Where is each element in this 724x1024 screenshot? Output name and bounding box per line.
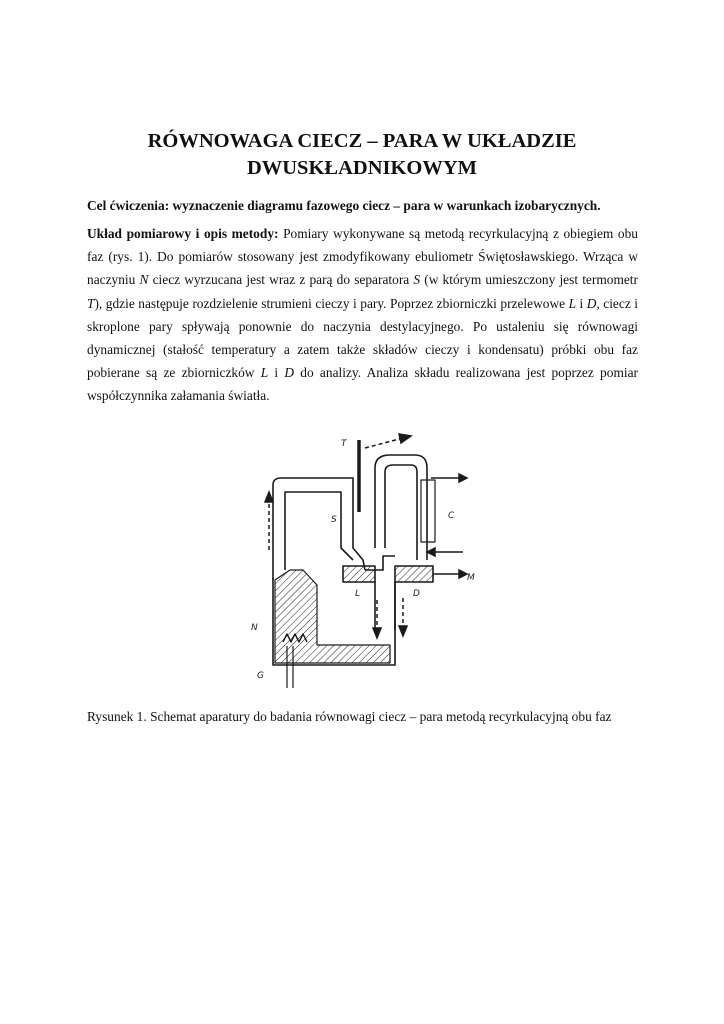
vessel-liquid <box>275 570 390 663</box>
symbol-t: T <box>87 295 95 311</box>
symbol-d: D <box>284 365 295 381</box>
symbol-s: S <box>413 272 421 288</box>
text-run: ), gdzie następuje rozdzielenie strumieni cieczy i pary. Poprzez zbiorniczki przelewowe <box>94 295 569 311</box>
riser-tube <box>273 478 337 580</box>
symbol-l: L <box>260 365 269 381</box>
title-line-2: DWUSKŁADNIKOWYM <box>246 157 478 179</box>
label-g: G <box>257 671 264 681</box>
reservoir-d <box>395 566 433 582</box>
figure-caption: Rysunek 1. Schemat aparatury do badania równowagi ciecz – para metodą recyrkulacyjną obu faz <box>87 709 612 724</box>
label-m: M <box>467 573 475 583</box>
title-line-1: RÓWNOWAGA CIECZ – PARA W UKŁADZIE <box>147 130 577 152</box>
section-heading: Układ pomiarowy i opis metody: <box>87 226 279 241</box>
text-run: ciecz wyrzucana jest wraz z parą do separatora <box>148 272 414 288</box>
text-run: i <box>576 295 587 311</box>
text-run: do analizy. Analiza składu realizowana jest poprzez pomiar współczynnika załamania światła. <box>87 365 638 404</box>
text-run: (w którym umieszczony jest termometr <box>420 272 638 288</box>
symbol-d: D <box>586 295 597 311</box>
label-d: D <box>413 589 420 599</box>
page-title <box>80 128 644 182</box>
label-n: N <box>251 623 258 633</box>
symbol-l: L <box>568 295 577 311</box>
text-run: i <box>268 365 285 381</box>
apparatus-diagram <box>245 430 485 690</box>
text-run: Pomiary wykonywane są metodą recyrkulacyjną z obiegiem obu faz (rys. 1). Do pomiarów stosowany jest zmodyfikowany ebuliometr Świętosławskiego. Wrząca w naczyniu <box>87 226 638 288</box>
method-description <box>87 222 638 408</box>
label-s: S <box>331 515 337 525</box>
label-c: C <box>448 511 455 521</box>
condenser-jacket <box>421 480 435 542</box>
label-t: T <box>341 439 347 449</box>
text-run: , ciecz i skroplone pary spływają ponownie do naczynia destylacyjnego. Po ustaleniu się równowagi dynamicznej (stałość temperatury a zatem także składów cieczy i kondensatu) próbki obu faz pobierane są ze zbiorniczków <box>87 295 638 381</box>
symbol-n: N <box>139 272 149 288</box>
label-l: L <box>355 589 361 599</box>
condenser-arch <box>375 455 427 560</box>
reservoir-l <box>343 566 375 582</box>
goal-statement: Cel ćwiczenia: wyznaczenie diagramu fazowego ciecz – para w warunkach izobarycznych. <box>87 198 601 213</box>
